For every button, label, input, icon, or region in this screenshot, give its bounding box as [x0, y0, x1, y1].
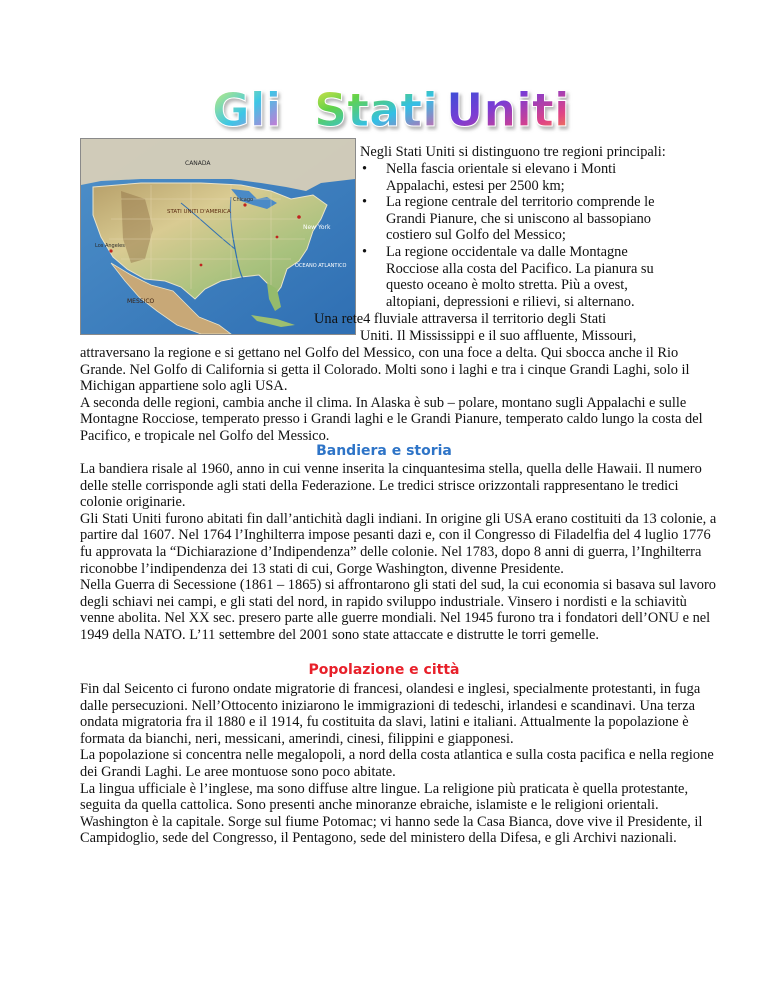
- history-paragraph-3: Nella Guerra di Secessione (1861 – 1865) si affrontarono gli stati del sud, la cui economia si basava sul lavoro degli schiavi nei campi, e gli stati del nord, in rapido sviluppo industriale. Vinsero i nordisti e la schiavitù venne abolita. Nel XX sec. presero parte alle guerre mondiali. Nel 1945 furono tra i fondatori dell’ONU e nel 1949 della NATO. L’11 settembre del 2001 sono state attaccate e distrutte le torri gemelle.: [80, 577, 716, 643]
- map-label-la: Los Angeles: [95, 243, 125, 249]
- regions-list: [360, 161, 655, 310]
- history-section: [80, 461, 720, 644]
- history-paragraph-1: La bandiera risale al 1960, anno in cui venne inserita la cinquantesima stella, quella delle Hawaii. Il numero delle stelle corrisponde agli stati della Federazione. Le tredici strisce orizzontali rappresentano le tredici colonie originarie.: [80, 461, 702, 511]
- population-paragraph-2: La popolazione si concentra nelle megalopoli, a nord della costa atlantica e sulla costa pacifica e nella regione dei Grandi Laghi. Le aree montuose sono poco abitate.: [80, 747, 714, 780]
- bullet-line: Grandi Pianure, che si uniscono al bassopiano: [386, 210, 651, 227]
- usa-map-image: [80, 138, 356, 335]
- bullet-icon: •: [362, 194, 368, 211]
- bullet-line: Rocciose alla costa del Pacifico. La pianura su: [386, 260, 654, 277]
- map-label-mexico: MESSICO: [127, 298, 155, 305]
- population-paragraph-3: La lingua ufficiale è l’inglese, ma sono diffuse altre lingue. La religione più praticata è quella protestante, seguita da quella cattolica. Sono presenti anche minoranze ebraiche, islamiste e le religioni orientali.: [80, 780, 689, 814]
- rivers-line-1: Una rete4 fluviale attraversa il territorio degli Stati: [314, 311, 607, 327]
- population-paragraph-4: Washington è la capitale. Sorge sul fiume Potomac; vi hanno sede la Casa Bianca, dove vive il Presidente, il Campidoglio, sede del Congresso, il Pentagono, sede del ministero della Difesa, e gli Archivi nazionali.: [80, 813, 703, 847]
- bullet-icon: •: [362, 161, 368, 177]
- list-item: [360, 244, 655, 310]
- rivers-line-2: Uniti. Il Mississippi e il suo affluente, Missouri,: [360, 328, 637, 344]
- bullet-line: costiero sul Golfo del Messico;: [386, 227, 566, 244]
- title-word-2: Stati: [314, 83, 438, 136]
- bullet-icon: •: [362, 243, 368, 260]
- bullet-line: Nella fascia orientale si elevano i Monti: [386, 161, 617, 177]
- population-paragraph-1: Fin dal Seicento ci furono ondate migratorie di francesi, olandesi e inglesi, specialmente protestanti, in fuga dalle persecuzioni. Nell’Ottocento iniziarono le immigrazioni di tedeschi, irlandesi e scandinavi. Una terza ondata migratoria fra il 1880 e il 1914, fu costituita da slavi, latini e italiani. Attualmente la popolazione è formata da bianchi, neri, messicani, amerindi, cinesi, filippini e giapponesi.: [80, 681, 701, 747]
- title-word-3: Uniti: [446, 83, 570, 136]
- bullet-line: La regione centrale del territorio comprende le: [386, 194, 655, 211]
- page-title: [0, 80, 768, 136]
- bullet-line: altopiani, depressioni e rilievi, si alternano.: [386, 293, 635, 310]
- title-wordart: [0, 80, 768, 136]
- title-word-1: Gli: [212, 83, 282, 136]
- usa-map-drawing: [81, 139, 355, 334]
- rivers-text: attraversano la regione e si gettano nel Golfo del Messico, con una foce a delta. Qui sbocca anche il Rio Grande. Nel Golfo di California si getta il Colorado. Molti sono i laghi e tra i cinque Grandi Laghi, solo il Michigan appartiene solo agli USA.: [80, 345, 690, 395]
- map-label-chicago: Chicago: [233, 197, 254, 203]
- population-section: [80, 681, 720, 847]
- map-label-usa: STATI UNITI D'AMERICA: [167, 209, 231, 215]
- map-label-newyork: New York: [303, 224, 331, 231]
- list-item: [360, 161, 655, 194]
- population-heading: Popolazione e città: [308, 662, 460, 678]
- intro-lead: Negli Stati Uniti si distinguono tre regioni principali:: [360, 144, 666, 160]
- bullet-line: La regione occidentale va dalle Montagne: [386, 243, 628, 260]
- bullet-line: Appalachi, estesi per 2500 km;: [386, 177, 565, 194]
- map-label-ocean: OCEANO ATLANTICO: [295, 263, 347, 269]
- climate-text: A seconda delle regioni, cambia anche il clima. In Alaska è sub – polare, montano sugli Appalachi e sulle Montagne Rocciose, temperato presso i Grandi laghi e le Grandi Pianure, temperato caldo lungo la costa del Pacifico, e tropicale nel Golfo del Messico.: [80, 394, 703, 444]
- history-heading: Bandiera e storia: [316, 443, 452, 459]
- rivers-paragraph: [80, 345, 720, 445]
- list-item: [360, 194, 655, 244]
- bullet-line: questo oceano è molto stretta. Più a ovest,: [386, 277, 628, 294]
- history-paragraph-2: Gli Stati Uniti furono abitati fin dall’antichità dagli indiani. In origine gli USA erano costituiti da 13 colonie, a partire dal 1607. Nel 1764 l’Inghilterra impose pesanti dazi e, con il Congresso di Filadelfia del 4 luglio 1776 fu approvata la “Dichiarazione d’Indipendenza” delle colonie. Nel 1783, dopo 8 anni di guerra, l’Inghilterra riconobbe l’indipendenza dei 13 stati di cui, Gorge Washington, divenne Presidente.: [80, 510, 717, 577]
- map-label-canada: CANADA: [185, 160, 211, 167]
